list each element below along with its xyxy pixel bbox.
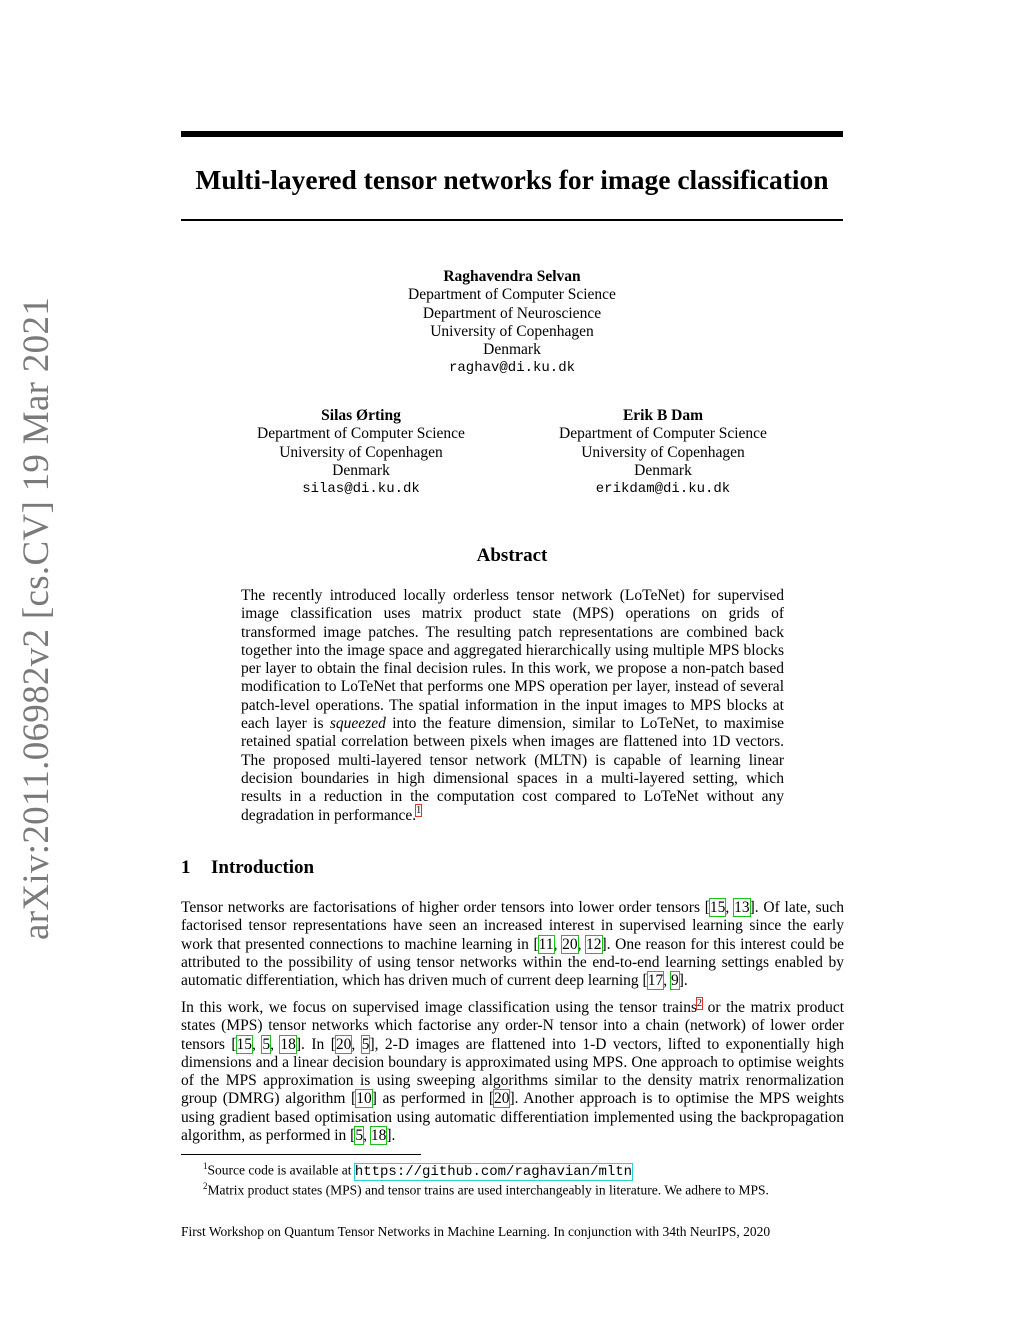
intro-paragraph-1 — [181, 899, 844, 990]
abstract-heading: Abstract — [476, 545, 548, 566]
citation-link[interactable]: 9 — [670, 972, 679, 990]
author-affiliation: Denmark — [634, 461, 692, 479]
citation-link[interactable]: 12 — [586, 935, 602, 953]
citation-link[interactable]: 10 — [356, 1090, 372, 1108]
paragraph-text: ], 2-D images are flattened into 1-D vectors, lifted to exponentially high dimensions and a linear decision boundary is approximated using MPS. One approach to optimise weights of the MPS approximation is using sweeping algorithms similar to the density matrix renormalization group (DMRG) algorithm [ — [181, 1035, 844, 1108]
title-rule-bottom — [181, 219, 843, 221]
citation-link[interactable]: 20 — [562, 935, 578, 953]
paragraph-text: ]. Another approach is to optimise the MPS weights using gradient based optimisation using automatic differentiation implemented using the backpropagation algorithm, as performed in [ — [181, 1090, 845, 1145]
author-affiliation: Department of Computer Science — [559, 425, 767, 443]
author-affiliation: University of Copenhagen — [430, 322, 594, 340]
citation-separator: , — [663, 972, 671, 990]
paper-title: Multi-layered tensor networks for image classification — [195, 164, 829, 195]
paragraph-text: ]. Of late, such factorised tensor representations have seen an increased interest in supervised learning since the early work that presented connections to machine learning in [ — [181, 899, 844, 953]
author-email: raghav@di.ku.dk — [448, 360, 576, 377]
citation-separator: , — [577, 935, 587, 953]
paragraph-text: ]. — [386, 1127, 396, 1145]
citation-link[interactable]: 5 — [355, 1127, 364, 1145]
abstract-text-part: into the feature dimension, similar to LoTeNet, to maximise retained spatial correlation between pixels when images are flattened into 1D vectors. The proposed multi-layered tensor network (MLTN) is capable of learning linear decision boundaries in high dimensional spaces in a multi-layered setting, which results in a reduction in the computation cost compared to LoTeNet without any degradation in performance. — [241, 715, 784, 824]
paragraph-text: Tensor networks are factorisations of higher order tensors into lower order tensors [ — [181, 899, 710, 916]
author-affiliation: Denmark — [332, 461, 390, 479]
author-affiliation: Department of Neuroscience — [422, 304, 602, 322]
section-heading-introduction — [181, 857, 314, 879]
paragraph-text: ]. — [678, 972, 688, 990]
abstract-text-part: The recently introduced locally orderless tensor network (LoTeNet) for supervised image classification uses matrix product state (MPS) operations on grids of transformed image patches. The resulting patch representations are combined back together into the image space and aggregated hierarchically using multiple MPS blocks per layer to obtain the final decision rules. In this work, we propose a non-patch based modification to LoTeNet that performs one MPS operation per layer, instead of several patch-level operations. The spatial information in the input images to MPS blocks at each layer is — [241, 587, 784, 733]
paragraph-text: In this work, we focus on supervised image classification using the tensor trains — [181, 999, 697, 1016]
footnote-text: Source code is available at — [207, 1162, 355, 1178]
citation-link[interactable]: 5 — [361, 1035, 370, 1053]
section-title: Introduction — [211, 857, 315, 878]
citation-link[interactable]: 17 — [647, 972, 664, 990]
citation-separator: , — [351, 1035, 362, 1053]
citation-separator: , — [252, 1035, 263, 1053]
footnote-mark: 2 — [203, 1181, 208, 1191]
paragraph-text: ] as performed in [ — [371, 1090, 494, 1108]
footnote-text: Matrix product states (MPS) and tensor trains are used interchangeably in literature. We adhere to MPS. — [207, 1182, 769, 1198]
title-rule-top — [181, 131, 843, 137]
author-affiliation: University of Copenhagen — [581, 443, 745, 461]
citation-separator: , — [553, 935, 563, 953]
footnote-mark: 1 — [203, 1161, 208, 1171]
author-email: erikdam@di.ku.dk — [595, 481, 731, 498]
paragraph-text: ]. In [ — [295, 1035, 336, 1053]
intro-paragraph-2 — [181, 999, 844, 1145]
footnote-2 — [203, 1178, 843, 1199]
citation-link[interactable]: 13 — [734, 899, 750, 916]
citation-link[interactable]: 18 — [370, 1127, 387, 1145]
citation-link[interactable]: 5 — [262, 1035, 271, 1053]
author-affiliation: Department of Computer Science — [408, 286, 616, 304]
author-block-3 — [513, 407, 813, 498]
author-name: Erik B Dam — [622, 407, 704, 424]
author-name: Silas Ørting — [321, 407, 401, 424]
citation-link[interactable]: 15 — [236, 1035, 253, 1053]
section-number: 1 — [181, 857, 191, 878]
citation-link[interactable]: 18 — [280, 1035, 296, 1053]
citation-separator: , — [363, 1127, 371, 1145]
footnote-ref-2[interactable]: 2 — [697, 997, 702, 1009]
author-affiliation: University of Copenhagen — [279, 443, 443, 461]
abstract-text — [241, 587, 784, 825]
citation-link[interactable]: 20 — [335, 1035, 352, 1053]
footnote-1 — [203, 1158, 843, 1180]
author-block-1 — [312, 268, 712, 378]
abstract-italic-word: squeezed — [329, 715, 386, 733]
venue-note: First Workshop on Quantum Tensor Networks in Machine Learning. In conjunction with 34th NeurIPS, 2020 — [181, 1224, 771, 1239]
author-affiliation: Denmark — [483, 341, 541, 359]
citation-link[interactable]: 11 — [538, 935, 554, 953]
paragraph-text: ]. One reason for this interest could be attributed to the possibility of using tensor networks within the end-to-end learning settings enabled by automatic differentiation, which has driven much of current deep learning [ — [181, 935, 844, 990]
arxiv-stamp: arXiv:2011.06982v2 [cs.CV] 19 Mar 2021 — [16, 296, 57, 940]
author-email: silas@di.ku.dk — [302, 481, 420, 498]
footnote-ref-1[interactable]: 1 — [416, 805, 422, 817]
source-code-link[interactable]: https://github.com/raghavian/mltn — [354, 1163, 633, 1180]
citation-separator: , — [725, 899, 735, 916]
paragraph-text: or the matrix product states (MPS) tensor networks which factorise any order-N tensor into a chain (network) of lower order tensors [ — [181, 999, 844, 1053]
citation-separator: , — [270, 1035, 281, 1053]
citation-link[interactable]: 20 — [493, 1090, 510, 1108]
footnote-rule — [181, 1154, 421, 1155]
author-block-2 — [211, 407, 511, 498]
author-affiliation: Department of Computer Science — [257, 425, 465, 443]
author-name: Raghavendra Selvan — [443, 268, 581, 285]
citation-link[interactable]: 15 — [709, 899, 726, 916]
